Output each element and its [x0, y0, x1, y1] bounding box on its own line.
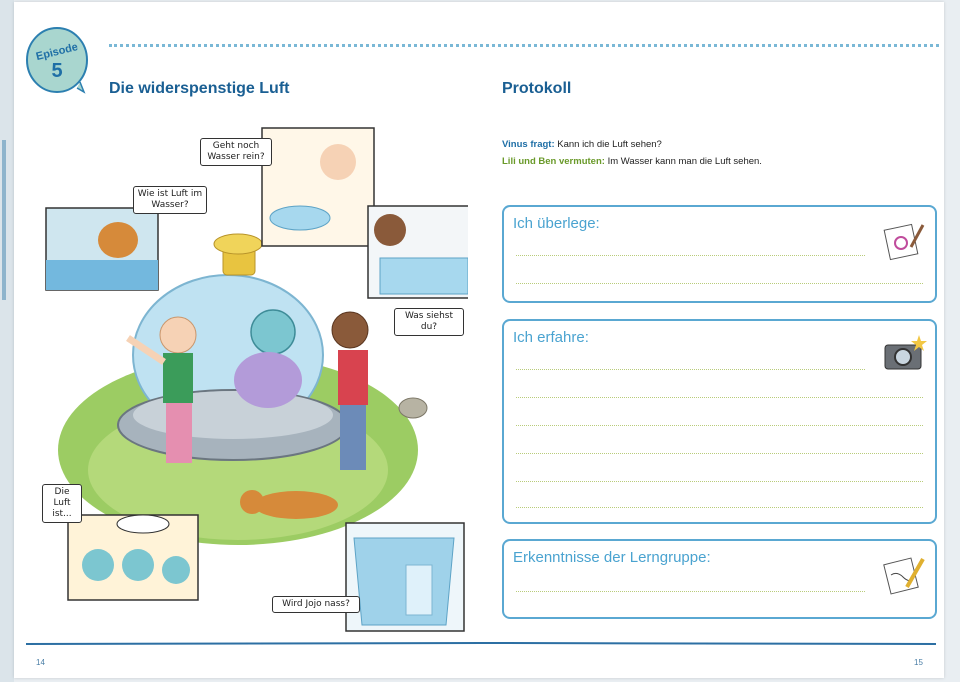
page-edge	[0, 0, 14, 682]
scene-drawing	[28, 110, 468, 635]
boy-ben	[332, 312, 368, 348]
write-line[interactable]	[516, 591, 865, 592]
camera-icon	[881, 331, 927, 377]
panel-glass-water	[346, 523, 464, 631]
write-line[interactable]	[516, 283, 923, 284]
box-heading: Ich überlege:	[513, 215, 600, 232]
bubble-jojo-nass: Wird Jojo nass?	[272, 596, 360, 613]
hypothesis-line	[502, 156, 762, 167]
illustration-scene	[28, 110, 468, 635]
question-text: Kann ich die Luft sehen?	[557, 139, 662, 150]
box-heading: Erkenntnisse der Lerngruppe:	[513, 549, 711, 566]
page-number-right: 15	[914, 658, 923, 667]
protokoll-title: Protokoll	[502, 80, 572, 97]
page-bottom-line	[26, 642, 936, 646]
dotted-divider	[109, 44, 939, 47]
episode-number: 5	[51, 60, 63, 82]
girl-lili	[160, 317, 196, 353]
episode-label: Episode	[34, 41, 80, 64]
bubble-wasser-rein: Geht noch Wasser rein?	[200, 138, 272, 166]
panel-dog-drinking	[46, 208, 158, 290]
alien-vinus	[251, 310, 295, 354]
write-line[interactable]	[516, 481, 923, 482]
write-line[interactable]	[516, 255, 865, 256]
write-line[interactable]	[516, 453, 923, 454]
box-ich-erfahre[interactable]	[502, 319, 937, 524]
bubble-luft-im-wasser: Wie ist Luft im Wasser?	[133, 186, 207, 214]
bubble-die-luft-ist: Die Luft ist...	[42, 484, 82, 523]
question-line	[502, 139, 662, 150]
write-line[interactable]	[516, 507, 923, 508]
panel-boy-syringe	[368, 206, 468, 298]
hypothesis-text: Im Wasser kann man die Luft sehen.	[607, 156, 762, 167]
panel-girl-pouring	[262, 128, 374, 246]
box-erkenntnisse[interactable]	[502, 539, 937, 619]
write-line[interactable]	[516, 369, 865, 370]
box-ich-ueberlege[interactable]	[502, 205, 937, 303]
hypothesis-speaker: Lili und Ben vermuten:	[502, 156, 605, 167]
box-heading: Ich erfahre:	[513, 329, 589, 346]
bubble-was-siehst-du: Was siehst du?	[394, 308, 464, 336]
page-title: Die widerspenstige Luft	[109, 80, 290, 97]
write-line[interactable]	[516, 397, 923, 398]
panel-aliens-thinking	[68, 515, 198, 600]
book-spread	[14, 2, 944, 678]
writing-pencil-icon	[881, 551, 927, 597]
write-line[interactable]	[516, 425, 923, 426]
question-speaker: Vinus fragt:	[502, 139, 555, 150]
page-number-left: 14	[36, 658, 45, 667]
dog-jojo	[254, 491, 338, 519]
drawing-paper-icon	[881, 217, 927, 263]
